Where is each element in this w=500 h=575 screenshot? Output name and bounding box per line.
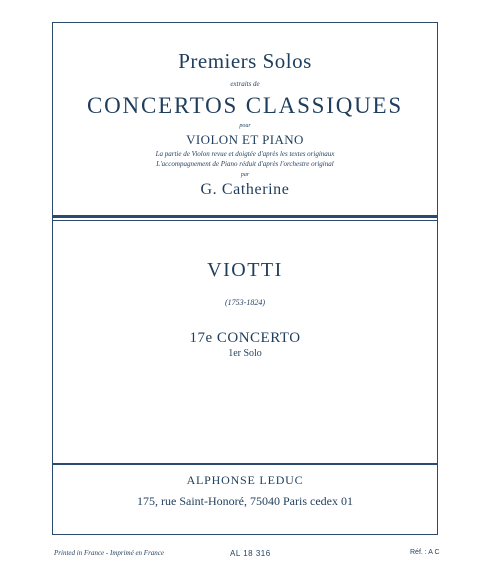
cover-frame — [52, 22, 438, 535]
composer-dates: (1753-1824) — [225, 298, 265, 307]
par-label: par — [240, 172, 250, 178]
publisher-address: 175, rue Saint-Honoré, 75040 Paris cedex 01 — [137, 494, 353, 508]
divider-publisher — [53, 463, 437, 465]
edition-note-violin: La partie de Violon revue et doigtée d'après les textes originaux — [155, 150, 335, 158]
edition-note-piano: L'accompagnement de Piano réduit d'après l'orchestre original — [156, 160, 334, 168]
printed-in-france: Printed in France - Imprimé en France — [54, 549, 165, 557]
publisher-name: ALPHONSE LEDUC — [186, 473, 304, 487]
instruments-label: VIOLON ET PIANO — [186, 132, 304, 147]
composer-name: VIOTTI — [207, 259, 283, 281]
pour-label: pour — [239, 123, 251, 129]
arranger-name: G. Catherine — [200, 181, 290, 198]
divider-thin — [53, 220, 437, 221]
reference-code: Réf. : A C — [410, 549, 440, 556]
solo-number: 1er Solo — [228, 348, 262, 359]
concerto-number: 17e CONCERTO — [189, 330, 301, 346]
catalog-code: AL 18 316 — [230, 549, 271, 558]
series-title: Premiers Solos — [178, 49, 312, 73]
divider-thick — [53, 215, 437, 218]
collection-title: CONCERTOS CLASSIQUES — [87, 93, 403, 118]
extraits-label: extraits de — [230, 80, 260, 88]
